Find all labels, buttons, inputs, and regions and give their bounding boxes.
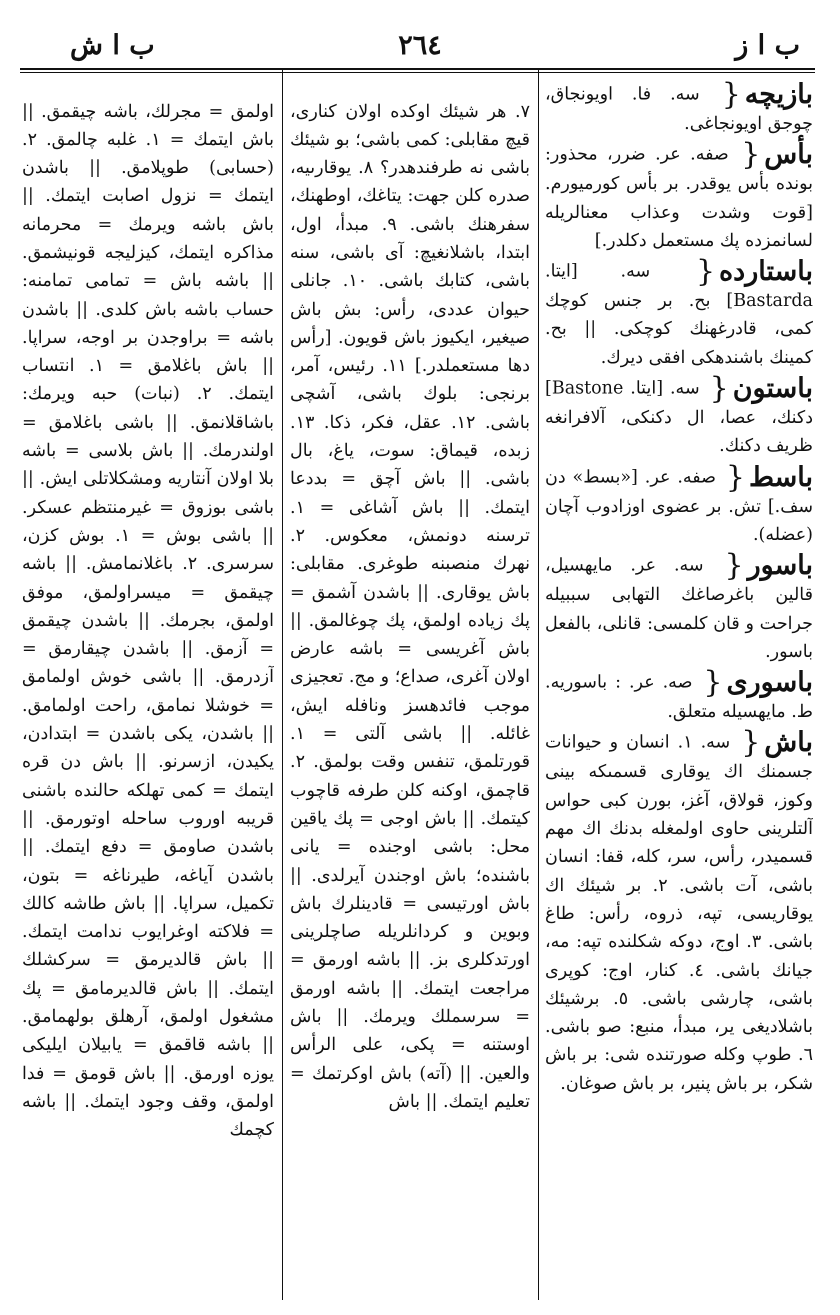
brace: { xyxy=(724,548,744,584)
header-rule xyxy=(20,68,815,70)
definition: سه. عر. مايهسيل، قالين باغرصاغك التهابى سببيله جراحت و قان كلمسى: قانلى، بالفعل باسور. xyxy=(545,555,813,662)
left-guide-word: ب ا ش xyxy=(70,30,155,61)
entry-bash xyxy=(545,725,813,1098)
middle-column-text: ٧. هر شيئك اوكده اولان كنارى، قيچ مقابلى: كمى باشى؛ بو شيئك باشى نه طرفندهدر؟ ٨. يوقارىيه، صدره كلن جهت: يتاغك، اوطهنك، سفرهنك باشى. ٩. مبدأ، اول، ابتدا، باشلانغيچ: آى باشى، سنه باشى، كتابك باشى. ١٠. جانلى حيوان عددى، رأس: بش باش صيغير، ايكيوز باش قويون. [رأس دها مستعملدر.] ١١. رئيس، آمر، برنجى: بلوك باشى، آشچى باشى. ١٢. عقل، فكر، ذكا. ١٣. زبده، قيماق: سوت، ياغ، بال باشى. || باش آچق = بددعا ايتمك. || باش آشاغى = ١. ترسنه دونمش، معكوس. ٢. نهرك منصبنه طوغرى. مقابلى: باش يوقارى. || باشدن آشمق = پك زياده اولمق، پك چوغالمق. || باش آغريسى = باشه عارض اولان آغرى، صداع؛ و مج. تعجيزى موجب فائدهسز ونافله ايش، غائله. || باشى آلتى = ١. قورتلمق، تنفس وقت بولمق. ٢. قاچمق، اوكنه كلن طرفه قاچوب كيتمك. || باش اوجى = پك ياقين محل: باشى اوجنده = يانى باشنده؛ باش اوجندن آيرلدى. || باش اورتيسى = قادينلرك باش وبوين و كردانلريله صاچلرينى اورتدكلرى بز. || باشه اورمق = مراجعت ايتمك. || باشه اورمق = سرسملك ويرمك. || باش اوستنه = پكى، على الرأس والعين. || (آته) باش اوكرتمك = تعليم ايتمك. || باش xyxy=(290,101,530,1112)
definition: سه. فا. اويونجاق، چوجق اويونجاغى. xyxy=(545,84,813,134)
right-column xyxy=(545,80,813,1295)
headword: باسورى xyxy=(726,667,813,699)
brace: { xyxy=(741,725,761,761)
definition: صفه. عر. [«بسط» دن سف.] تش. بر عضوى اوزادوب آچان (عضله). xyxy=(545,467,813,545)
page-number: ٢٦٤ xyxy=(398,30,442,61)
column-divider-left xyxy=(282,70,283,1300)
definition: صه. عر. : باسوريه. ط. مايهسيله متعلق. xyxy=(545,672,813,723)
headword: بأس xyxy=(764,139,813,171)
left-column-text: اولمق = مجرلك، باشه چيقمق. || باش ايتمك = ١. غلبه چالمق. ٢. (حسابى) طوپلامق. || باشدن ايتمك = نزول اصابت ايتمك. || باش باشه ويرمك = محرمانه مذاكره ايتمك، كيزليجه قونيشمق. || باشه باش = تمامى تمامنه: حساب باشه باش كلدى. || باشدن باشه = براوجدن بر اوجه، سراپا. || باش باغلامق = ١. انتساب ايتمك. ٢. (نبات) حبه ويرمك: باشاقلانمق. || باشى باغلامق = اولندرمك. || باش بلاسى = باشه بلا اولان آنتاريه ومشكلاتلى ايش. || باشى بوزوق = غيرمنتظم عسكر. || باشى بوش = ١. بوش كزن، سرسرى. ٢. باغلانمامش. || باشه چيقمق = ميسراولمق، موفق اولمق، بجرمك. || باشدن چيقمق = آزمق. || باشدن چيقارمق = آزدرمق. || باشى خوش اولمامق = خوشلا نمامق، راحت اولمامق. || باشدن، يكى باشدن = ابتدادن، يكيدن، ازسرنو. || باش دن قره ايتمك = كمى تهلكه حالنده باشنى قريبه اوروب ساحله اوتورمق. || باشدن صاومق = دفع ايتمك. || باشدن آياغه، طيرناغه = بتون، تكميل، سراپا. || باش طاشه كالك = فلاكته اوغرايوب ندامت ايتمك. || باش قالديرمق = سركشلك ايتمك. || باش قالديرمامق = پك مشغول اولمق، آرهلق بولهمامق. || باشه قاقمق = يابيلان ايليكى يوزه اورمق. || باش قومق = فدا اولمق، وقف وجود ايتمك. || باشه كچمك xyxy=(22,101,274,1141)
brace: { xyxy=(721,80,741,112)
entry-baston xyxy=(545,371,813,461)
definition: سه. ١. انسان و حيوانات جسمنك اك يوقارى قسمىكه بينى وكوز، قولاق، آغز، بورن كبى حواس آلتلرينى حاوى اولمغله بدنك اك مهم قسميدر، رأس، سر، كله، قفا: انسان باشى، آت باشى. ٢. بر شيئك اك يوقاريسى، تپه، ذروه، رأس: طاغ باشى. ٣. اوج، دوكه شكلنده تپه: مه، جيانك باشى. ٤. كنار، اوج: كوپرى باشى، چارشى باشى. ٥. برشيئك باشلاديغى ير، مبدأ، منبع: صو باشى. ٦. طوپ وكله صورتنده شى: بر باش شكر، بر باش پنير، بر باش صوغان. xyxy=(545,732,813,1094)
brace: { xyxy=(725,459,745,495)
headword: باسور xyxy=(747,550,813,582)
brace: { xyxy=(741,137,761,173)
definition: سه. [ايتا. Bastone] دكنك، عصا، ال دكنكى، آلافرانغه ظريف دكنك. xyxy=(545,378,813,457)
headword: باش xyxy=(764,727,813,759)
entry-bastarda xyxy=(545,254,813,372)
header-rule-thin xyxy=(20,72,815,73)
entry-basuri xyxy=(545,665,813,726)
definition: سه. [ايتا. Bastarda] بح. بر جنس كوچك كمى، قادرغهنك كوچكى. || بح. كمينك باشندهكى افقى ديرك. xyxy=(545,261,813,368)
right-guide-word: ب ا ز xyxy=(735,30,800,61)
page-header xyxy=(20,30,820,66)
headword: باستارده xyxy=(719,256,813,288)
entry-bazicha xyxy=(545,80,813,138)
definition: صفه. عر. ضرر، محذور: بونده بأس يوقدر. بر بأس كورميورم. [قوت وشدت وعذاب معنالريله لسانمزده پك مستعمل دكلدر.] xyxy=(545,144,813,251)
headword: باستون xyxy=(732,373,813,405)
entry-basit xyxy=(545,459,813,550)
entry-basur xyxy=(545,548,813,666)
brace: { xyxy=(709,371,729,407)
entry-bes xyxy=(545,137,813,255)
headword: بازيچه xyxy=(744,80,813,110)
headword: باسط xyxy=(748,461,813,493)
column-divider-right xyxy=(538,70,539,1300)
brace: { xyxy=(703,665,723,701)
brace: { xyxy=(695,254,716,290)
left-column xyxy=(22,80,274,1295)
middle-column xyxy=(290,80,530,1295)
